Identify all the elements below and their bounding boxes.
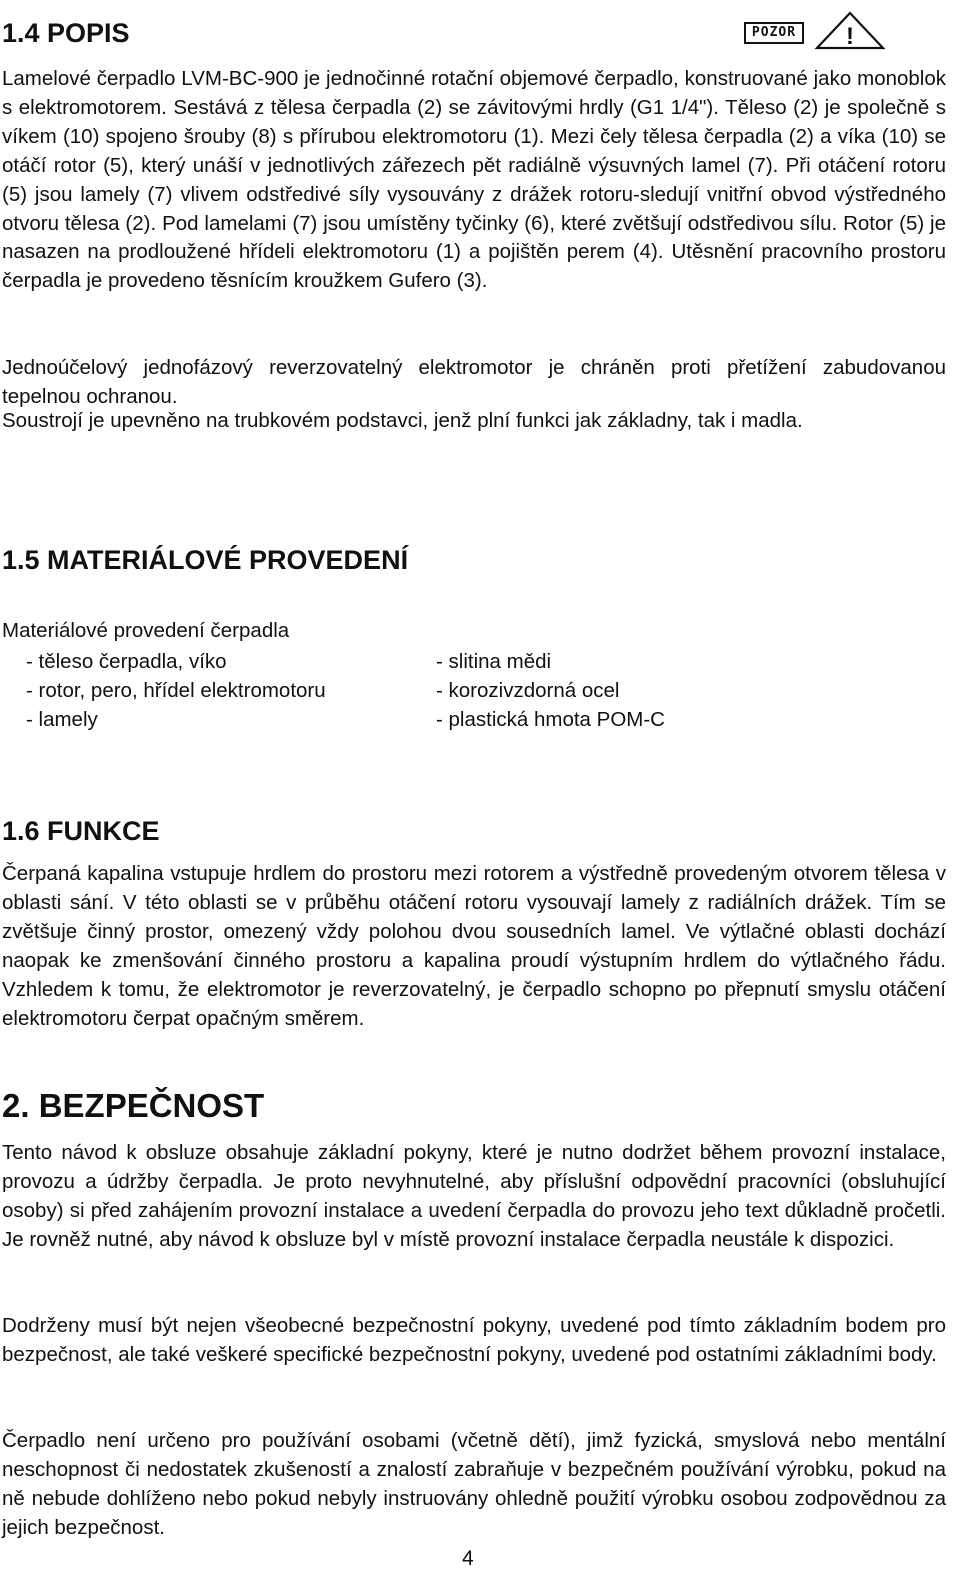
pozor-label: POZOR	[744, 22, 804, 44]
material-intro: Materiálové provedení čerpadla	[2, 619, 290, 642]
warning-triangle-icon	[814, 10, 886, 50]
section-heading-funkce: 1.6 FUNKCE	[2, 816, 160, 846]
funkce-paragraph: Čerpaná kapalina vstupuje hrdlem do prostoru mezi rotorem a výstředně provedeným otvorem tělesa v oblasti sání. V této oblasti se v průběhu otáčení rotoru vysouvají lamely z radiálních drážek. Tím se zvětšuje činný prostor, omezený vždy polohou dvou sousedních lamel. Ve výtlačné oblasti dochází naopak ke zmenšování činného prostoru a kapalina proudí výstupním hrdlem do výtlačného řádu. Vzhledem k tomu, že elektromotor je reverzovatelný, je čerpadlo schopno po přepnutí smyslu otáčení elektromotoru čerpat opačným směrem.	[2, 862, 946, 1030]
warning-exclamation: !	[846, 23, 854, 50]
material-part: - rotor, pero, hřídel elektromotoru	[26, 679, 326, 702]
popis-paragraph-2: Jednoúčelový jednofázový reverzovatelný elektromotor je chráněn proti přetížení zabudovanou tepelnou ochranou.	[2, 356, 946, 408]
section-heading-bezpecnost: 2. BEZPEČNOST	[2, 1087, 265, 1124]
bezpecnost-paragraph-2: Dodrženy musí být nejen všeobecné bezpečnostní pokyny, uvedené pod tímto základním bodem pro bezpečnost, ale také veškeré specifické bezpečnostní pokyny, uvedené pod ostatními základními body.	[2, 1314, 946, 1366]
bezpecnost-paragraph-1: Tento návod k obsluze obsahuje základní pokyny, které je nutno dodržet během provozní instalace, provozu a údržby čerpadla. Je proto nevyhnutelné, aby příslušní odpovědní pracovníci (obsluhující osoby) si před zahájením provozní instalace a uvedení čerpadla do provozu jeho text důkladně pročetli. Je rovněž nutné, aby návod k obsluze byl v místě provozní instalace čerpadla neustále k dispozici.	[2, 1141, 946, 1251]
material-part: - lamely	[26, 708, 98, 731]
material-part: - těleso čerpadla, víko	[26, 650, 227, 673]
section-heading-popis: 1.4 POPIS	[2, 18, 130, 48]
popis-paragraph-3: Soustrojí je upevněno na trubkovém podstavci, jenž plní funkci jak základny, tak i madla.	[2, 409, 803, 432]
material-value: - korozivzdorná ocel	[436, 679, 620, 702]
warning-notice	[744, 10, 890, 50]
material-value: - plastická hmota POM-C	[436, 708, 665, 731]
popis-paragraph-1: Lamelové čerpadlo LVM-BC-900 je jednočinné rotační objemové čerpadlo, konstruované jako monoblok s elektromotorem. Sestává z tělesa čerpadla (2) se závitovými hrdly (G1 1/4"). Těleso (2) je společně s víkem (10) spojeno šrouby (8) s přírubou elektromotoru (1). Mezi čely tělesa čerpadla (2) a víka (10) se otáčí rotor (5), který unáší v jednotlivých zářezech pět radiálně výsuvných lamel (7). Při otáčení rotoru (5) jsou lamely (7) vlivem odstředivé síly vysouvány z drážek rotoru-sledují vnitřní obvod výstředného otvoru tělesa (2). Pod lamelami (7) jsou umístěny tyčinky (6), které zvětšují odstředivou sílu. Rotor (5) je nasazen na prodloužené hřídeli elektromotoru (1) a pojištěn perem (4). Utěsnění pracovního prostoru čerpadla je provedeno těsnícím kroužkem Gufero (3).	[2, 67, 946, 293]
page-number: 4	[462, 1547, 474, 1570]
bezpecnost-paragraph-3: Čerpadlo není určeno pro používání osobami (včetně dětí), jimž fyzická, smyslová nebo mentální neschopnost či nedostatek zkušeností a znalostí zabraňuje v bezpečném používání výrobku, pokud na ně nebude dohlíženo nebo pokud nebyly instruovány ohledně použití výrobku osobou zodpovědnou za jejich bezpečnost.	[2, 1429, 946, 1539]
section-heading-materialove-provedeni: 1.5 MATERIÁLOVÉ PROVEDENÍ	[2, 545, 409, 575]
material-value: - slitina mědi	[436, 650, 552, 673]
